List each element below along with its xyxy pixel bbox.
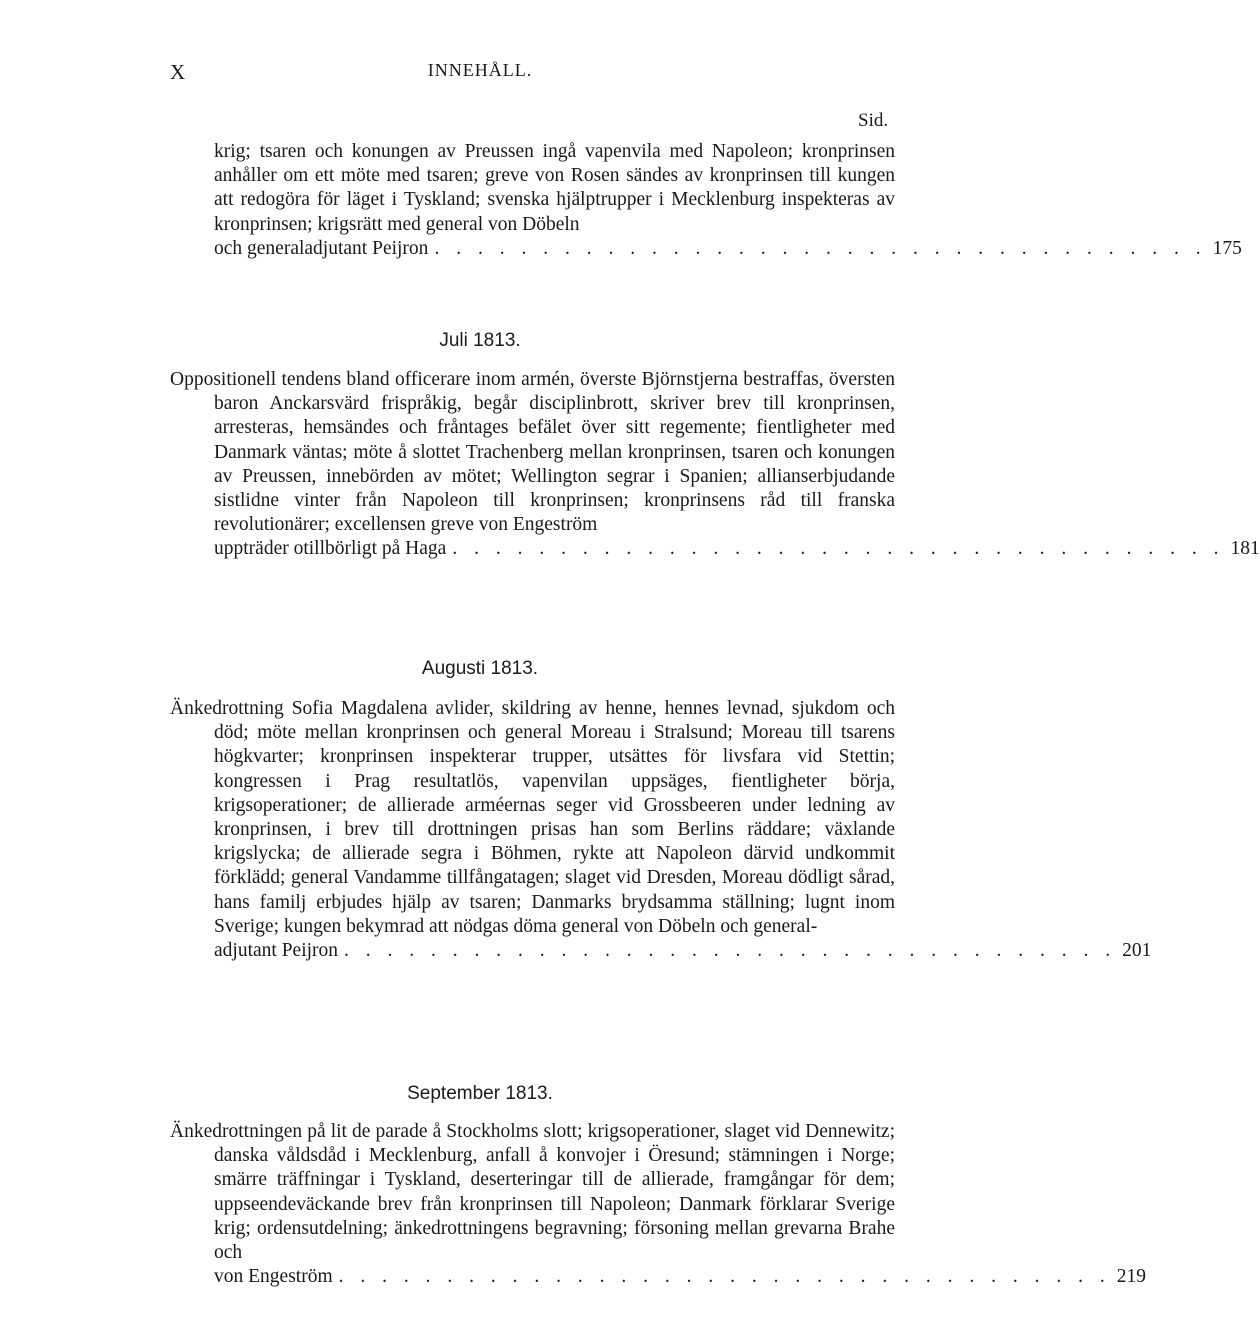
toc-entry <box>170 1120 1146 1289</box>
entry-last-text: uppträder otillbörligt på Haga <box>214 538 447 560</box>
entry-page-number: 219 <box>1116 1266 1146 1288</box>
entry-text: Änkedrottning Sofia Magdalena avlider, skildring av henne, hennes levnad, sjukdom och död; möte mellan kronprinsen och general Moreau i Stralsund; Moreau till tsarens högkvarter; kronprinsen inspekterar trupper, utsättes för livsfara vid Stettin; kongressen i Prag resultatlös, vapenvilan uppsäges, fientligheter börja, krigsoperationer; de allierade arméernas seger vid Grossbeeren under ledning av kronprinsen, i brev till drottningen prisas han som Berlins räddare; växlande krigslycka; de allierade segra i Böhmen, rykte att Napoleon därvid undkommit förklädd; general Vandamme tillfångatagen; slaget vid Dresden, Moreau dödligt sårad, hans familj erbjudes hjälp av tsaren; Danmarks brydsamma ställning; lugnt inom Sverige; kungen bekymrad att nödgas döma general von Döbeln och general- <box>170 698 895 937</box>
page-title: INNEHÅLL. <box>427 60 533 80</box>
entry-last-text: von Engeström <box>214 1266 333 1288</box>
entry-last-line <box>170 939 1152 963</box>
entry-text: krig; tsaren och konungen av Preussen ingå vapenvila med Napoleon; kronprinsen anhåller om ett möte med tsaren; greve von Rosen sändes av kronprinsen till kungen att redogöra för läget i Tyskland; svenska hjälptrupper i Mecklenburg inspekteras av kronprinsen; krigsrätt med general von Döbeln <box>214 141 895 235</box>
leader-dots: . . . . . . . . . . . . . . . . . . . . . . . . . . . . . . . . . . . . <box>452 538 1225 560</box>
entry-page-number: 181 <box>1230 538 1260 560</box>
entry-last-line <box>170 1265 1146 1289</box>
month-heading: Juli 1813. <box>439 330 521 351</box>
entry-page-number: 201 <box>1122 940 1152 962</box>
leader-dots: . . . . . . . . . . . . . . . . . . . . . . . . . . . . . . . . . . . . <box>338 1266 1111 1288</box>
entry-last-text: och generaladjutant Peijron <box>214 237 429 259</box>
page-header <box>0 60 960 90</box>
toc-entry <box>170 697 1152 963</box>
page-number: X <box>170 60 186 84</box>
entry-last-text: adjutant Peijron <box>214 940 339 962</box>
leader-dots: . . . . . . . . . . . . . . . . . . . . . . . . . . . . . . . . . . . . <box>434 237 1207 259</box>
entry-text: Änkedrottningen på lit de parade å Stockholms slott; krigsoperationer, slaget vid Dennewitz; danska våldsdåd i Mecklenburg, anfall å konvojer i Öresund; stämningen i Norge; smärre träffningar i Tyskland, deserteringar till de allierade, framgångar för dem; uppseendeväckande brev från kronprinsen till Napoleon; Danmark förklarar Sverige krig; ordensutdelning; änkedrottningens begravning; försoning mellan grevarna Brahe och <box>170 1121 895 1264</box>
entry-page-number: 175 <box>1212 237 1242 259</box>
entry-last-line <box>170 237 1242 261</box>
entry-last-line <box>170 537 1260 561</box>
column-label-sid: Sid. <box>858 110 889 131</box>
entry-text: Oppositionell tendens bland officerare inom armén, överste Björnstjerna bestraffas, översten baron Anckarsvärd frispråkig, begår disciplinbrott, skriver brev till kronprinsen, arresteras, hemsändes och fråntages befälet över sitt regemente; fientligheter med Danmark väntas; möte å slottet Trachenberg mellan kronprinsen, tsaren och konungen av Preussen, innebörden av mötet; Wellington segrar i Spanien; allianserbjudande sistlidne vinter från Napoleon till kronprinsen; kronprinsens råd till franska revolutionärer; excellensen greve von Engeström <box>170 369 895 536</box>
toc-entry <box>170 140 1242 261</box>
month-heading: Augusti 1813. <box>421 658 539 679</box>
month-heading: September 1813. <box>407 1083 553 1104</box>
toc-entry <box>170 368 1260 562</box>
leader-dots: . . . . . . . . . . . . . . . . . . . . . . . . . . . . . . . . . . . . <box>344 940 1117 962</box>
